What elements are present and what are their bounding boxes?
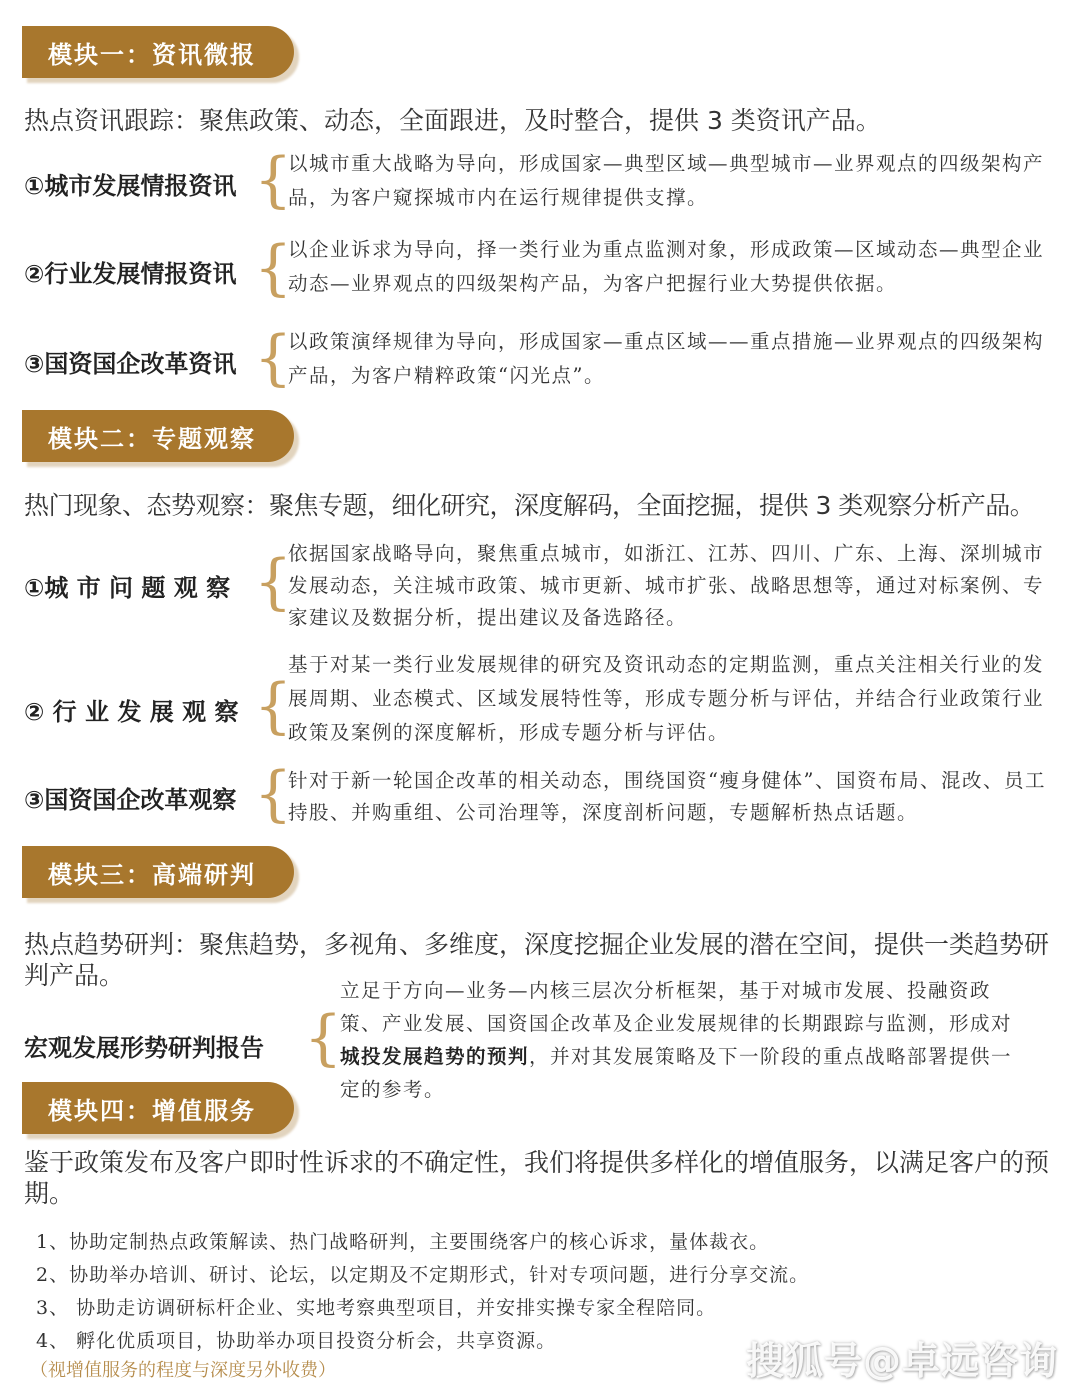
module4-title: 模块四：增值服务: [48, 1096, 256, 1125]
module3-item-label: 宏观发展形势研判报告: [24, 1034, 264, 1062]
module2-item-3-label: ③国资国企改革观察: [24, 786, 237, 814]
module2-item-1-desc: 依据国家战略导向，聚焦重点城市，如浙江、江苏、四川、广东、上海、深圳城市发展动态，关注城市政策、城市更新、城市扩张、战略思想等，通过对标案例、专家建议及数据分析，提出建议及备选路径。: [288, 542, 1045, 629]
module2-item-3-desc: 针对于新一轮国企改革的相关动态，围绕国资“瘦身健体”、国资布局、混改、员工持股、并购重组、公司治理等，深度剖析问题，专题解析热点话题。: [288, 769, 1046, 824]
module2-item-2-desc: 基于对某一类行业发展规律的研究及资讯动态的定期监测，重点关注相关行业的发展周期、业态模式、区域发展特性等，形成专题分析与评估，并结合行业政策行业政策及案例的深度解析，形成专题分析与评估。: [288, 653, 1045, 744]
module3-desc-part1: 立足于方向—业务—内核三层次分析框架，基于对城市发展、投融资政策、产业发展、国资国企改革及企业发展规律的长期跟踪与监测，形成对: [340, 979, 1013, 1035]
module1-item-1-desc: 以城市重大战略为导向，形成国家—典型区域—典型城市—业界观点的四级架构产品，为客户窥探城市内在运行规律提供支撑。: [288, 152, 1045, 209]
module3-title: 模块三：高端研判: [48, 860, 256, 889]
module1-title: 模块一：资讯微报: [48, 40, 256, 69]
module1-intro: 热点资讯跟踪：聚焦政策、动态，全面跟进，及时整合，提供 3 类资讯产品。: [24, 106, 881, 135]
module1-item-2-label: ②行业发展情报资讯: [24, 260, 237, 288]
list-item: 2、协助举办培训、研讨、论坛，以定期及不定期形式，针对专项问题，进行分享交流。: [36, 1264, 810, 1286]
module4-title-badge: [22, 1082, 294, 1134]
module3-intro: 热点趋势研判：聚焦趋势，多视角、多维度，深度挖掘企业发展的潜在空间，提供一类趋势研判产品。: [24, 930, 1050, 990]
module3-title-badge: [22, 846, 294, 898]
list-item: 1、协助定制热点政策解读、热门战略研判，主要围绕客户的核心诉求，量体裁衣。: [36, 1231, 770, 1253]
list-item: 4、 孵化优质项目，协助举办项目投资分析会，共享资源。: [36, 1330, 557, 1352]
brace-icon: {: [254, 547, 293, 617]
module2-title: 模块二：专题观察: [48, 424, 256, 453]
module1-item-3-desc: 以政策演绎规律为导向，形成国家—重点区域——重点措施—业界观点的四级架构产品，为客户精粹政策“闪光点”。: [288, 330, 1045, 387]
brace-icon: {: [254, 233, 293, 303]
brace-icon: {: [254, 145, 293, 215]
list-item: 3、 协助走访调研标杆企业、实地考察典型项目，并安排实操专家全程陪同。: [36, 1297, 717, 1319]
module1-item-3-label: ③国资国企改革资讯: [24, 350, 237, 378]
module1-item-2-desc: 以企业诉求为导向，择一类行业为重点监测对象，形成政策—区域动态—典型企业动态—业界观点的四级架构产品，为客户把握行业大势提供依据。: [288, 238, 1045, 295]
module2-title-badge: [22, 410, 294, 462]
module3-desc-part2: ，并对其发展策略及下一阶段的重点战略部署提供一定的参考。: [340, 1045, 1013, 1101]
brace-icon: {: [254, 323, 293, 393]
brace-icon: {: [254, 759, 293, 829]
module4-intro: 鉴于政策发布及客户即时性诉求的不确定性，我们将提供多样化的增值服务，以满足客户的预期。: [24, 1148, 1050, 1208]
brace-icon: {: [304, 1003, 343, 1073]
module2-item-2-label: ② 行 业 发 展 观 察: [24, 698, 239, 726]
module2-item-1-label: ①城 市 问 题 观 察: [24, 574, 231, 602]
module3-item-desc: [340, 974, 1030, 1106]
watermark: 搜狐号@卓远咨询: [745, 1339, 1058, 1383]
module1-title-badge: [22, 26, 294, 78]
module3-desc-highlight: 城投发展趋势的预判: [340, 1045, 530, 1068]
fee-note: （视增值服务的程度与深度另外收费）: [30, 1360, 336, 1381]
brace-icon: {: [254, 671, 293, 741]
module2-intro: 热门现象、态势观察：聚焦专题，细化研究，深度解码，全面挖掘，提供 3 类观察分析产品。: [24, 491, 1035, 520]
module1-item-1-label: ①城市发展情报资讯: [24, 172, 237, 200]
